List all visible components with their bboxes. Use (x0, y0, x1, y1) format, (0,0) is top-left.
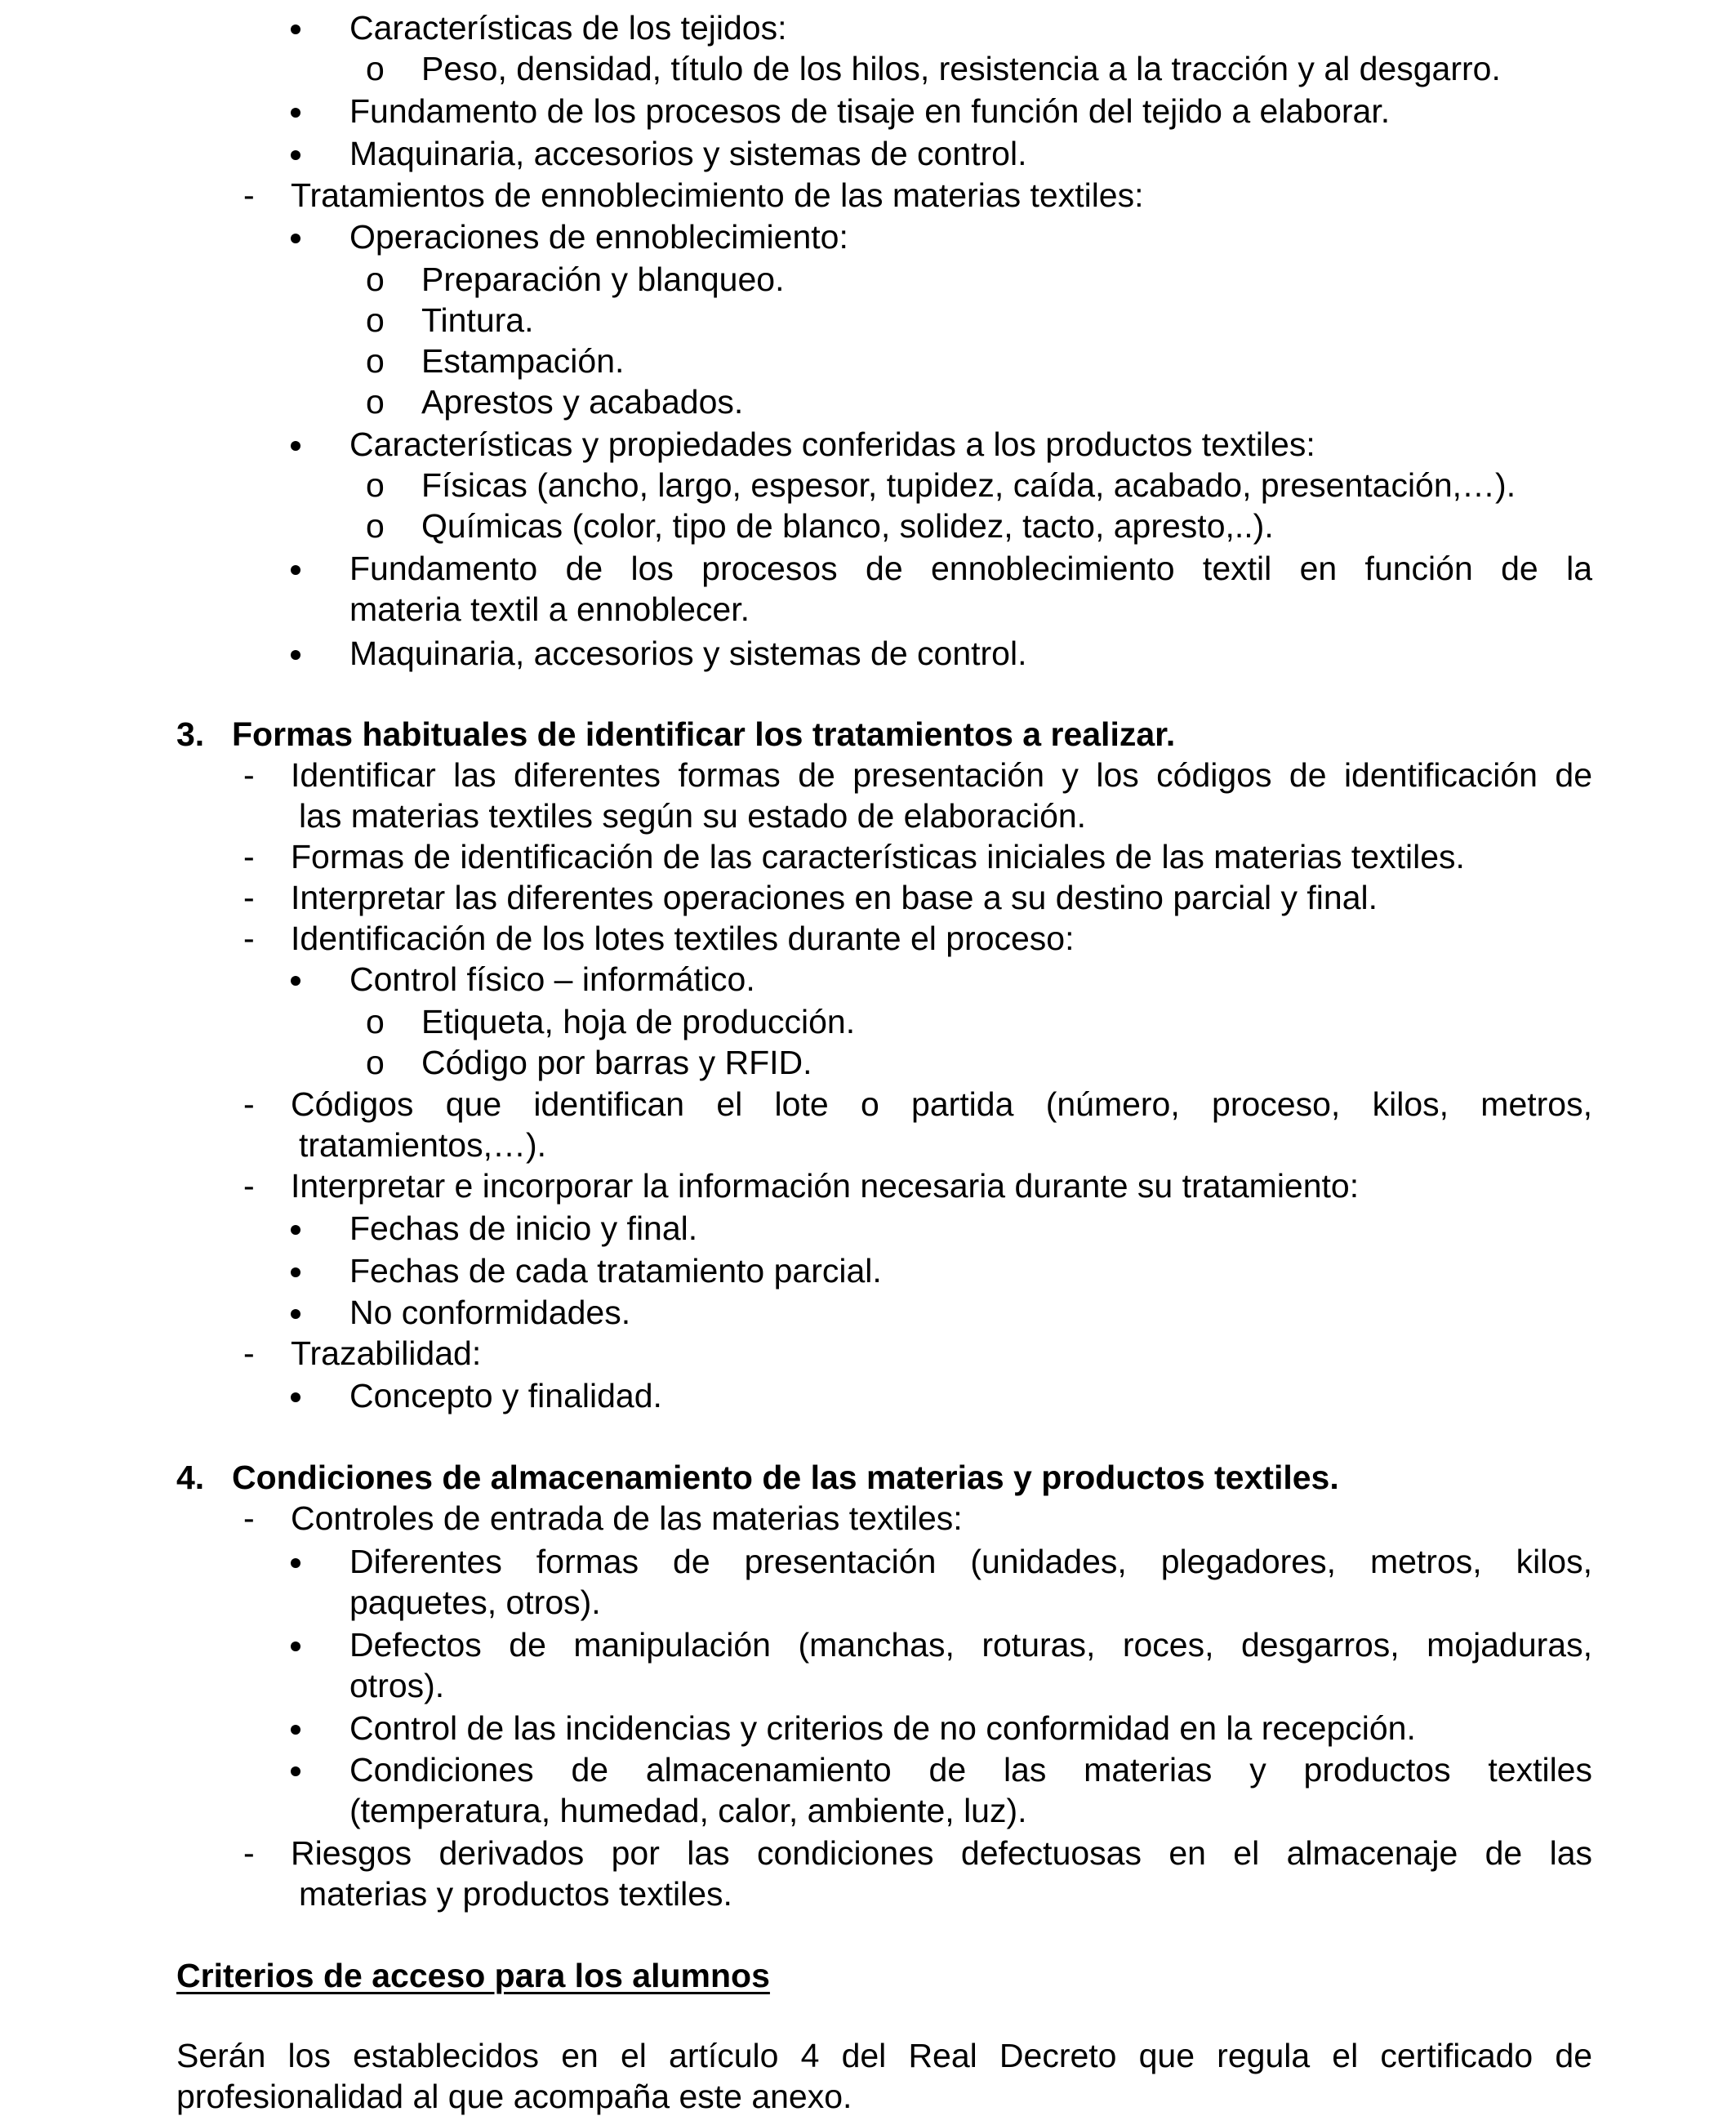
bullet-icon (291, 150, 300, 160)
list-item: Defectos de manipulación (manchas, roturas, roces, desgarros, mojaduras, (349, 1626, 1592, 1664)
list-item: Peso, densidad, título de los hilos, resistencia a la tracción y al desgarro. (421, 50, 1501, 87)
bullet-icon (291, 1392, 300, 1402)
dash-marker: - (243, 1499, 255, 1537)
list-item: Interpretar e incorporar la información necesaria durante su tratamiento: (291, 1167, 1360, 1205)
dash-marker: - (243, 879, 255, 916)
list-item: Preparación y blanqueo. (421, 261, 785, 298)
list-item: Condiciones de almacenamiento de las materias y productos textiles (349, 1751, 1592, 1789)
sub-bullet-marker: o (366, 342, 385, 380)
list-item: otros). (349, 1667, 445, 1704)
section-heading: Condiciones de almacenamiento de las materias y productos textiles. (232, 1459, 1339, 1496)
sub-bullet-marker: o (366, 301, 385, 339)
dash-marker: - (243, 838, 255, 875)
sub-bullet-marker: o (366, 1044, 385, 1081)
list-item: las materias textiles según su estado de elaboración. (299, 797, 1087, 835)
bullet-icon (291, 441, 300, 451)
list-item: Control físico – informático. (349, 960, 755, 998)
list-item: Características y propiedades conferidas a los productos textiles: (349, 425, 1315, 463)
list-item: Control de las incidencias y criterios de no conformidad en la recepción. (349, 1709, 1416, 1747)
list-item: Controles de entrada de las materias textiles: (291, 1499, 963, 1537)
section-number: 3. (176, 715, 205, 753)
bullet-icon (291, 1642, 300, 1651)
bullet-icon (291, 1309, 300, 1319)
list-item: Tratamientos de ennoblecimiento de las materias textiles: (291, 176, 1144, 214)
bullet-icon (291, 1225, 300, 1235)
list-item: Diferentes formas de presentación (unidades, plegadores, metros, kilos, (349, 1543, 1592, 1580)
list-item: Estampación. (421, 342, 625, 380)
paragraph-line: Serán los establecidos en el artículo 4 del Real Decreto que regula el certificado de (176, 2037, 1592, 2074)
dash-marker: - (243, 1834, 255, 1872)
sub-bullet-marker: o (366, 1003, 385, 1040)
dash-marker: - (243, 920, 255, 957)
list-item: Código por barras y RFID. (421, 1044, 812, 1081)
list-item: Concepto y finalidad. (349, 1377, 662, 1414)
list-item: (temperatura, humedad, calor, ambiente, luz). (349, 1792, 1027, 1829)
list-item: Etiqueta, hoja de producción. (421, 1003, 856, 1040)
list-item: Aprestos y acabados. (421, 383, 744, 421)
bullet-icon (291, 1766, 300, 1776)
sub-bullet-marker: o (366, 466, 385, 504)
list-item: Químicas (color, tipo de blanco, solidez, tacto, apresto,..). (421, 507, 1274, 545)
dash-marker: - (243, 1167, 255, 1205)
list-item: Tintura. (421, 301, 534, 339)
dash-marker: - (243, 176, 255, 214)
list-item: Fundamento de los procesos de tisaje en función del tejido a elaborar. (349, 92, 1391, 130)
bullet-icon (291, 976, 300, 986)
list-item: Interpretar las diferentes operaciones en base a su destino parcial y final. (291, 879, 1378, 916)
sub-bullet-marker: o (366, 50, 385, 87)
list-item: Características de los tejidos: (349, 9, 787, 47)
list-item: paquetes, otros). (349, 1584, 601, 1621)
dash-marker: - (243, 756, 255, 794)
bullet-icon (291, 1267, 300, 1277)
list-item: Formas de identificación de las características iniciales de las materias textiles. (291, 838, 1465, 875)
bullet-icon (291, 565, 300, 575)
list-item: Maquinaria, accesorios y sistemas de control. (349, 635, 1027, 672)
bullet-icon (291, 25, 300, 34)
list-item: tratamientos,…). (299, 1126, 547, 1164)
list-item: Identificar las diferentes formas de presentación y los códigos de identificación de (291, 756, 1592, 794)
list-item: Identificación de los lotes textiles durante el proceso: (291, 920, 1075, 957)
list-item: Fechas de cada tratamiento parcial. (349, 1252, 882, 1290)
sub-bullet-marker: o (366, 261, 385, 298)
list-item: Trazabilidad: (291, 1334, 482, 1372)
list-item: Físicas (ancho, largo, espesor, tupidez, caída, acabado, presentación,…). (421, 466, 1516, 504)
bullet-icon (291, 108, 300, 118)
list-item: Maquinaria, accesorios y sistemas de control. (349, 135, 1027, 172)
section-number: 4. (176, 1459, 205, 1496)
list-item: Operaciones de ennoblecimiento: (349, 218, 848, 256)
criteria-heading: Criterios de acceso para los alumnos (176, 1957, 770, 1994)
paragraph-line: profesionalidad al que acompaña este anexo. (176, 2078, 852, 2115)
list-item: Riesgos derivados por las condiciones defectuosas en el almacenaje de las (291, 1834, 1592, 1872)
bullet-icon (291, 234, 300, 243)
bullet-icon (291, 1558, 300, 1568)
dash-marker: - (243, 1334, 255, 1372)
list-item: materias y productos textiles. (299, 1875, 732, 1913)
sub-bullet-marker: o (366, 383, 385, 421)
bullet-icon (291, 1725, 300, 1735)
dash-marker: - (243, 1085, 255, 1123)
list-item: No conformidades. (349, 1294, 631, 1331)
list-item: Fechas de inicio y final. (349, 1209, 698, 1247)
list-item: Fundamento de los procesos de ennoblecimiento textil en función de la (349, 550, 1592, 587)
section-heading: Formas habituales de identificar los tratamientos a realizar. (232, 715, 1176, 753)
sub-bullet-marker: o (366, 507, 385, 545)
list-item: Códigos que identifican el lote o partida (número, proceso, kilos, metros, (291, 1085, 1592, 1123)
list-item: materia textil a ennoblecer. (349, 590, 750, 628)
bullet-icon (291, 650, 300, 660)
